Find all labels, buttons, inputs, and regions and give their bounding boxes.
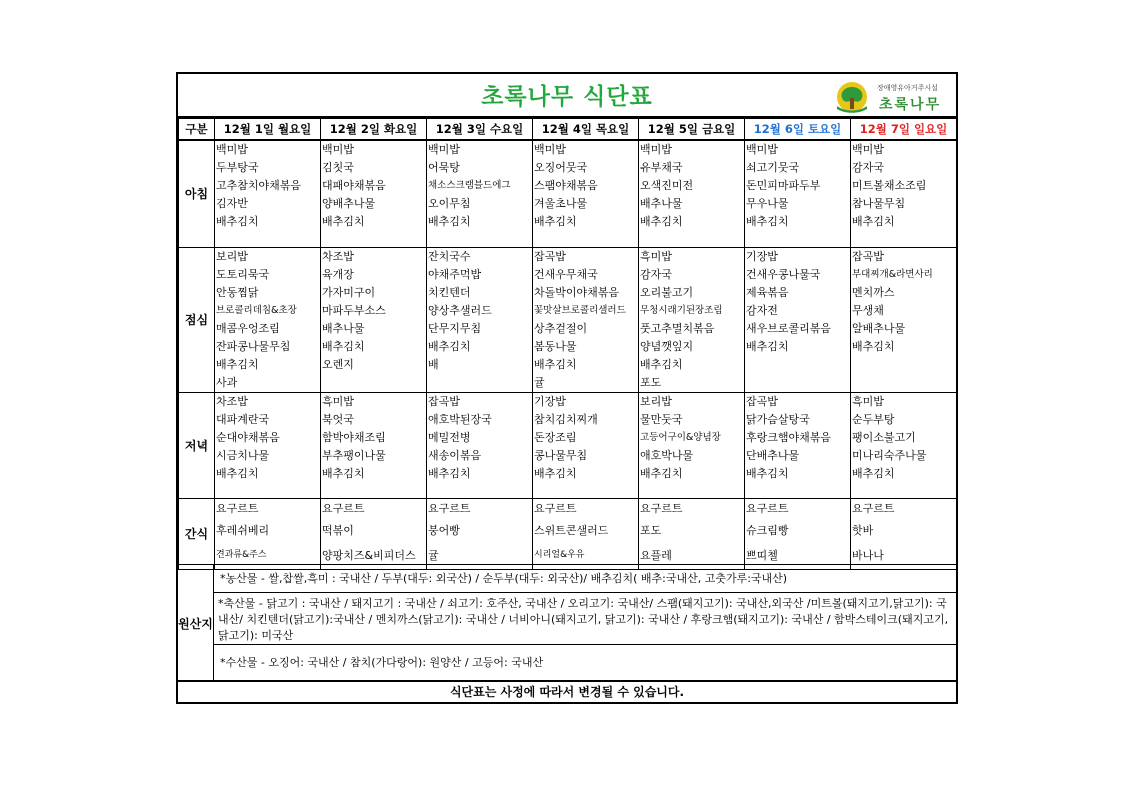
menu-item: 배추김치 [534, 466, 577, 480]
menu-cell [851, 498, 957, 569]
menu-item: 채소스크램블드에그 [428, 180, 511, 191]
menu-item: 쇠고기뭇국 [746, 161, 800, 174]
menu-item: 잔치국수 [428, 249, 471, 263]
menu-item: 부추팽이나물 [322, 448, 386, 462]
menu-cell [745, 247, 851, 392]
header-row [179, 119, 957, 141]
menu-item: 배추김치 [428, 466, 471, 480]
menu-item: 오이무침 [428, 197, 471, 210]
menu-item: 요구르트 [322, 501, 365, 515]
menu-item: 순대야채볶음 [216, 430, 280, 444]
menu-item: 귤 [428, 548, 439, 562]
menu-item: 배추김치 [746, 339, 789, 353]
menu-item: 차돌박이야채볶음 [534, 285, 620, 299]
menu-cell [639, 392, 745, 498]
menu-item: 귤 [534, 375, 545, 389]
menu-cell [745, 140, 851, 247]
menu-item: 슈크림빵 [746, 523, 789, 537]
menu-item: 제육볶음 [746, 285, 789, 299]
menu-item: 김칫국 [322, 161, 354, 174]
menu-item: 배추김치 [640, 466, 683, 480]
day-header-sunday: 12월 7일 일요일 [851, 119, 957, 141]
menu-item: 오리불고기 [640, 285, 694, 299]
menu-item: 스위트콘샐러드 [534, 523, 609, 537]
menu-item: 배추김치 [216, 357, 259, 371]
menu-cell [321, 247, 427, 392]
menu-item: 애호박나물 [640, 448, 694, 462]
menu-item: 요구르트 [640, 501, 683, 515]
menu-item: 백미밥 [746, 143, 778, 156]
menu-item: 김자반 [216, 197, 248, 210]
menu-item: 상추겉절이 [534, 321, 588, 335]
menu-item: 배추김치 [534, 357, 577, 371]
menu-item: 배추김치 [640, 215, 683, 228]
menu-item: 도토리묵국 [216, 267, 270, 281]
menu-item: 후랑크햄야채볶음 [746, 430, 832, 444]
origin-agri: *농산물 - 쌀,찹쌀,흑미 : 국내산 / 두부(대두: 외국산) / 순두부(대두: 외국산)/ 배추김치( 배추:국내산, 고춧가루:국내산) [214, 565, 956, 593]
menu-cell [427, 140, 533, 247]
menu-item: 양팡치즈&비피더스 [322, 548, 416, 562]
menu-cell [321, 498, 427, 569]
row-label-breakfast: 아침 [179, 140, 215, 247]
menu-item: 무생채 [852, 303, 884, 317]
menu-item: 기장밥 [746, 249, 778, 263]
menu-item: 배추김치 [322, 215, 365, 228]
menu-item: 애호박된장국 [428, 412, 492, 426]
menu-cell [427, 247, 533, 392]
origin-label: 원산지 [178, 565, 214, 681]
menu-item: 잔파콩나물무침 [216, 339, 291, 353]
menu-item: 백미밥 [534, 143, 566, 156]
menu-item: 꽃맛살브로콜리샐러드 [534, 304, 626, 316]
menu-item: 배추김치 [746, 215, 789, 228]
menu-item: 참치김치찌개 [534, 412, 598, 426]
day-header: 12월 1일 월요일 [215, 119, 321, 141]
origin-seafood: *수산물 - 오징어: 국내산 / 참치(가다랑어): 원양산 / 고등어: 국내산 [220, 656, 544, 669]
menu-cell [533, 392, 639, 498]
menu-item: 백미밥 [322, 143, 354, 156]
menu-item: 배추김치 [534, 215, 577, 228]
logo-name: 초록나무 [879, 97, 942, 113]
title-row [178, 74, 956, 118]
menu-item: 보리밥 [640, 394, 672, 408]
menu-item: 순두부탕 [852, 412, 895, 426]
menu-item: 양념깻잎지 [640, 339, 694, 353]
menu-item: 붕어빵 [428, 523, 460, 537]
menu-item: 배 [428, 357, 439, 371]
day-header: 12월 3일 수요일 [427, 119, 533, 141]
logo [829, 79, 953, 115]
day-header: 12월 4일 목요일 [533, 119, 639, 141]
day-header-saturday: 12월 6일 토요일 [745, 119, 851, 141]
menu-item: 백미밥 [852, 143, 884, 156]
menu-item: 풋고추멸치볶음 [640, 321, 715, 335]
menu-item: 배추김치 [640, 357, 683, 371]
menu-item: 흑미밥 [852, 394, 884, 408]
menu-item: 쁘띠첼 [746, 548, 778, 562]
snack-row [179, 498, 957, 569]
menu-item: 알배추나물 [852, 321, 906, 335]
menu-item: 함박야채조림 [322, 430, 386, 444]
menu-item: 가자미구이 [322, 285, 376, 299]
menu-table [178, 118, 957, 570]
menu-item: 보리밥 [216, 249, 248, 263]
menu-item: 바나나 [852, 548, 884, 562]
menu-item: 양배추나물 [322, 197, 376, 210]
menu-item: 대파계란국 [216, 412, 270, 426]
menu-item: 안동찜닭 [216, 285, 259, 299]
menu-item: 치킨텐더 [428, 285, 471, 299]
menu-item: 겨울초나물 [534, 197, 588, 210]
menu-item: 백미밥 [428, 143, 460, 156]
lunch-row [179, 247, 957, 392]
menu-item: 포도 [640, 523, 662, 537]
origin-livestock: *축산물 - 닭고기 : 국내산 / 돼지고기 : 국내산 / 쇠고기: 호주산, 국내산 / 오리고기: 국내산/ 스팸(돼지고기): 국내산,외국산 /미트볼(돼지고기,닭고기): 국내산/ 치킨텐더(닭고기):국내산 / 멘치까스(닭고기): 국내산 / 너비아니(돼지고기, 닭고기): 국내산 / 후랑크햄(돼지고기): 국내산 / 함박스테이크(돼지고기, 닭고기): 미국산 [214, 593, 956, 645]
menu-item: 대패야채볶음 [322, 179, 386, 192]
menu-item: 시리얼&우유 [534, 549, 585, 560]
menu-item: 배추김치 [428, 339, 471, 353]
day-header: 12월 5일 금요일 [639, 119, 745, 141]
menu-item: 기장밥 [534, 394, 566, 408]
menu-item: 닭가슴살탕국 [746, 412, 810, 426]
menu-item: 팽이소불고기 [852, 430, 916, 444]
menu-item: 배추김치 [322, 466, 365, 480]
menu-item: 건새우무채국 [534, 267, 598, 281]
category-header: 구분 [179, 119, 215, 141]
menu-cell [745, 498, 851, 569]
menu-item: 어묵탕 [428, 161, 460, 174]
menu-item: 시금치나물 [216, 448, 270, 462]
menu-item: 콩나물무침 [534, 448, 588, 462]
menu-cell [427, 392, 533, 498]
menu-item: 오렌지 [322, 357, 354, 371]
menu-item: 육개장 [322, 267, 354, 281]
row-label-dinner: 저녁 [179, 392, 215, 498]
menu-item: 요구르트 [746, 501, 789, 515]
menu-item: 돈민피마파두부 [746, 179, 821, 192]
menu-item: 미나리숙주나물 [852, 448, 927, 462]
menu-item: 요구르트 [428, 501, 471, 515]
menu-item: 무우나물 [746, 197, 789, 210]
menu-item: 멘치까스 [852, 285, 895, 299]
menu-item: 유부채국 [640, 161, 683, 174]
menu-item: 배추김치 [852, 339, 895, 353]
menu-item: 백미밥 [216, 143, 248, 156]
menu-cell [851, 247, 957, 392]
menu-cell [639, 498, 745, 569]
menu-item: 미트볼채소조림 [852, 179, 927, 192]
menu-item: 고등어구이&양념장 [640, 431, 721, 443]
dinner-row [179, 392, 957, 498]
menu-cell [215, 247, 321, 392]
menu-item: 요구르트 [534, 501, 577, 515]
footer-notice: 식단표는 사정에 따라서 변경될 수 있습니다. [178, 680, 956, 702]
menu-item: 배추김치 [322, 339, 365, 353]
menu-item: 포도 [640, 375, 662, 389]
menu-item: 차조밥 [322, 249, 354, 263]
menu-cell [427, 498, 533, 569]
row-label-lunch: 점심 [179, 247, 215, 392]
menu-item: 오색진미전 [640, 179, 694, 192]
menu-item: 흑미밥 [640, 249, 672, 263]
menu-item: 북엇국 [322, 412, 354, 426]
menu-item: 매콤우엉조림 [216, 321, 280, 335]
tree-logo-icon [831, 80, 873, 114]
menu-item: 물만둣국 [640, 412, 683, 426]
menu-item: 단배추나물 [746, 448, 800, 462]
menu-item: 잡곡밥 [534, 249, 566, 263]
menu-item: 감자국 [640, 267, 672, 281]
menu-cell [215, 498, 321, 569]
day-header: 12월 2일 화요일 [321, 119, 427, 141]
menu-item: 요구르트 [216, 501, 259, 515]
menu-item: 두부탕국 [216, 161, 259, 174]
menu-item: 봄동나물 [534, 339, 577, 353]
row-label-snack: 간식 [179, 498, 215, 569]
menu-cell [639, 247, 745, 392]
menu-item: 배추김치 [852, 466, 895, 480]
menu-item: 부대찌개&라면사리 [852, 268, 933, 280]
menu-cell [745, 392, 851, 498]
menu-cell [639, 140, 745, 247]
menu-item: 고추참치야채볶음 [216, 179, 302, 192]
menu-item: 배추김치 [746, 466, 789, 480]
menu-item: 배추김치 [216, 215, 259, 228]
menu-cell [215, 140, 321, 247]
menu-item: 메밀전병 [428, 430, 471, 444]
menu-item: 요구르트 [852, 501, 895, 515]
menu-item: 사과 [216, 375, 238, 389]
menu-item: 잡곡밥 [852, 249, 884, 263]
menu-item: 배추나물 [640, 197, 683, 210]
menu-item: 단무지무침 [428, 321, 482, 335]
menu-item: 스팸야채볶음 [534, 179, 598, 192]
menu-item: 마파두부소스 [322, 303, 386, 317]
menu-item: 요플레 [640, 548, 672, 562]
menu-item: 무청시래기된장조림 [640, 304, 723, 316]
menu-item: 잡곡밥 [428, 394, 460, 408]
menu-cell [533, 498, 639, 569]
menu-cell [321, 392, 427, 498]
menu-item: 떡볶이 [322, 523, 354, 537]
menu-cell [533, 247, 639, 392]
menu-item: 감자전 [746, 303, 778, 317]
menu-cell [215, 392, 321, 498]
menu-item: 감자국 [852, 161, 884, 174]
menu-item: 야채주먹밥 [428, 267, 482, 281]
menu-item: 새우브로콜리볶음 [746, 321, 832, 335]
menu-cell [851, 392, 957, 498]
origin-section [178, 564, 956, 680]
breakfast-row [179, 140, 957, 247]
menu-item: 배추김치 [428, 215, 471, 228]
menu-item: 배추김치 [216, 466, 259, 480]
menu-sheet [176, 72, 958, 704]
menu-item: 흑미밥 [322, 394, 354, 408]
logo-subtitle: 장애영유아거주시설 [877, 84, 938, 92]
menu-item: 백미밥 [640, 143, 672, 156]
menu-item: 핫바 [852, 523, 874, 537]
page-title: 초록나무 식단표 [481, 84, 653, 110]
menu-item: 견과류&주스 [216, 549, 267, 560]
menu-item: 오징어뭇국 [534, 161, 588, 174]
menu-item: 차조밥 [216, 394, 248, 408]
menu-item: 잡곡밥 [746, 394, 778, 408]
menu-cell [533, 140, 639, 247]
menu-item: 배추나물 [322, 321, 365, 335]
menu-item: 브로콜리데침&초장 [216, 304, 297, 316]
menu-item: 돈장조림 [534, 430, 577, 444]
menu-item: 건새우콩나물국 [746, 267, 821, 281]
menu-cell [851, 140, 957, 247]
menu-item: 배추김치 [852, 215, 895, 228]
menu-item: 새송이볶음 [428, 448, 482, 462]
menu-cell [321, 140, 427, 247]
menu-item: 양상추샐러드 [428, 303, 492, 317]
menu-item: 후레쉬베리 [216, 523, 270, 537]
menu-item: 참나물무침 [852, 197, 906, 210]
